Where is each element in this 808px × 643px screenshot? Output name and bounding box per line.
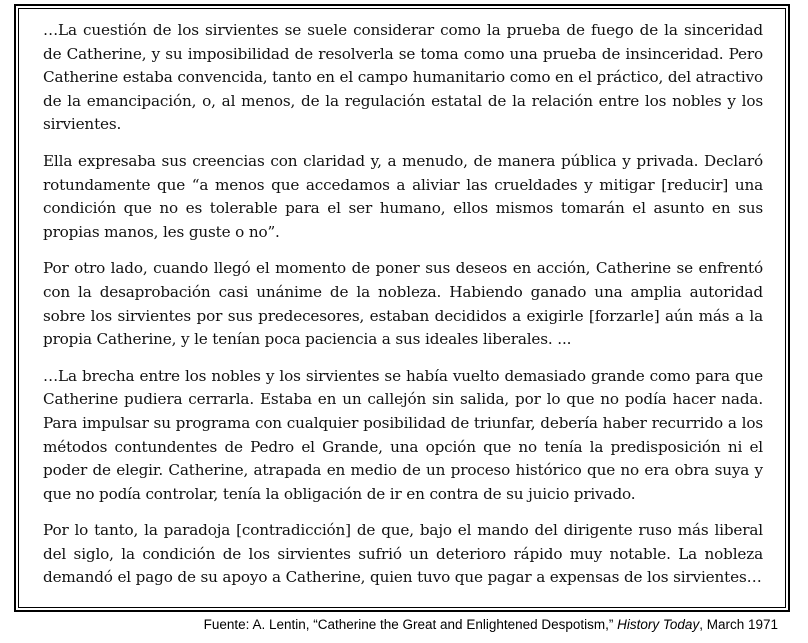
excerpt-paragraph-3: Por otro lado, cuando llegó el momento de poner sus deseos en acción, Catherine se enfrentó con la desaprobación casi unánime de la nobleza. Habiendo ganado una amplia autoridad sobre los sirvientes por sus predecesores, estaban decididos a exigirle [forzarle] aún más a la propia Catherine, y le tenían poca paciencia a sus ideales liberales. ...	[43, 259, 763, 349]
excerpt-paragraph-5: Por lo tanto, la paradoja [contradicción] de que, bajo el mando del dirigente ruso más liberal del siglo, la condición de los sirvientes sufrió un deterioro rápido muy notable. La nobleza demandó el pago de su apoyo a Catherine, quien tuvo que pagar a expensas de los sirvientes…	[43, 521, 763, 587]
source-publication-title: History Today	[617, 617, 700, 632]
source-citation	[204, 617, 778, 632]
excerpt-paragraph-1: …La cuestión de los sirvientes se suele considerar como la prueba de fuego de la sinceridad de Catherine, y su imposibilidad de resolverla se toma como una prueba de insinceridad. Pero Catherine estaba convencida, tanto en el campo humanitario como en el práctico, del atractivo de la emancipación, o, al menos, de la regulación estatal de la relación entre los nobles y los sirvientes.	[43, 21, 763, 134]
source-citation-prefix: Fuente: A. Lentin, “Catherine the Great and Enlightened Despotism,”	[203, 617, 618, 632]
excerpt-inner-border	[18, 8, 786, 608]
source-citation-date: , March 1971	[699, 617, 778, 632]
excerpt-box	[14, 4, 790, 612]
excerpt-paragraph-2: Ella expresaba sus creencias con claridad y, a menudo, de manera pública y privada. Declaró rotundamente que “a menos que accedamos a aliviar las crueldades y mitigar [reducir] una condición que no es tolerable para el ser humano, ellos mismos tomarán el asunto en sus propias manos, les guste o no”.	[43, 151, 763, 241]
excerpt-paragraph-4: …La brecha entre los nobles y los sirvientes se había vuelto demasiado grande como para que Catherine pudiera cerrarla. Estaba en un callejón sin salida, por lo que no podía hacer nada. Para impulsar su programa con cualquier posibilidad de triunfar, debería haber recurrido a los métodos contundentes de Pedro el Grande, una opción que no tenía la predisposición ni el poder de elegir. Catherine, atrapada en medio de un proceso histórico que no era obra suya y que no podía controlar, tenía la obligación de ir en contra de su juicio privado.	[43, 366, 763, 503]
